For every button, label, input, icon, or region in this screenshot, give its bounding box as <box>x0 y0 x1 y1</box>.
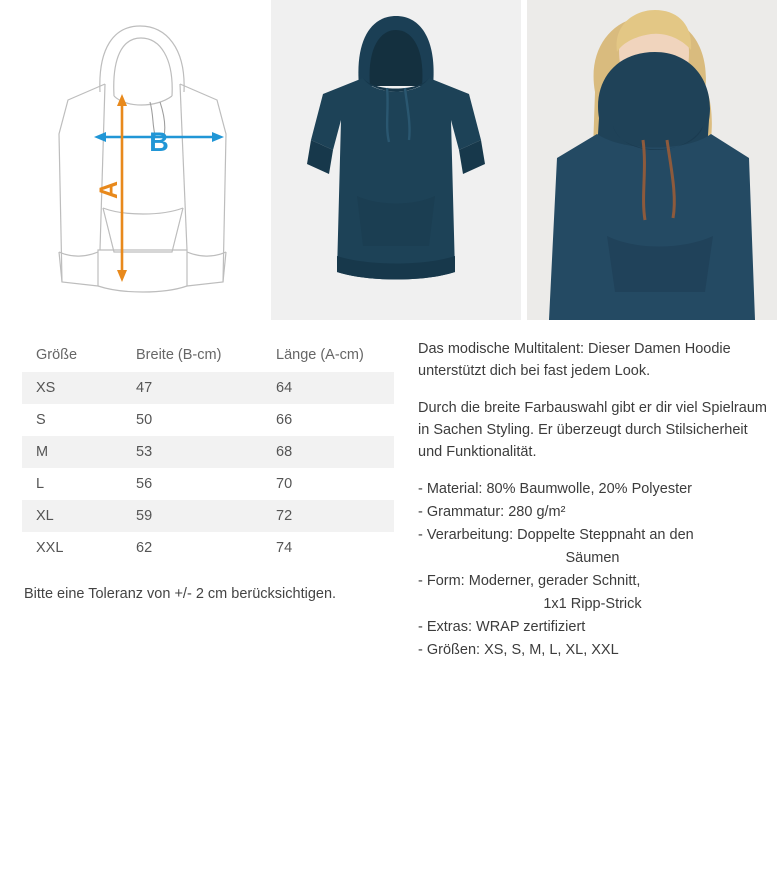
cell-width: 62 <box>136 540 153 556</box>
description-paragraph-2: Durch die breite Farbauswahl gibt er dir viel Spielraum in Sachen Styling. Er überzeugt durch Stilsicherheit und Funktionalität. <box>418 400 767 461</box>
spec-item-extras: - Extras: WRAP zertifiziert <box>418 619 586 636</box>
size-chart-column <box>0 338 400 662</box>
technical-drawing-image <box>0 0 265 320</box>
table-row <box>22 468 394 500</box>
cell-length: 72 <box>276 508 293 524</box>
svg-text:A: A <box>94 180 123 200</box>
header-length: Länge (A-cm) <box>262 338 394 372</box>
cell-width: 50 <box>136 412 153 428</box>
cell-length: 66 <box>276 412 293 428</box>
header-width: Breite (B-cm) <box>122 338 262 372</box>
cell-size: S <box>36 412 46 428</box>
cell-length: 70 <box>276 476 293 492</box>
cell-width: 53 <box>136 444 153 460</box>
product-model-image <box>527 0 777 320</box>
table-header-row <box>22 338 394 372</box>
product-image-strip <box>0 0 777 320</box>
spec-item-form: - Form: Moderner, gerader Schnitt, <box>418 573 641 590</box>
description-paragraph-1: Das modische Multitalent: Dieser Damen Hoodie unterstützt dich bei fast jedem Look. <box>418 341 731 380</box>
hoodie-sketch-svg <box>4 4 262 316</box>
table-row <box>22 372 394 404</box>
table-row <box>22 436 394 468</box>
cell-size: XL <box>36 508 54 524</box>
cell-length: 74 <box>276 540 293 556</box>
size-chart-body <box>22 372 394 564</box>
cell-size: XXL <box>36 540 64 556</box>
size-chart-head <box>22 338 394 372</box>
cell-width: 47 <box>136 380 153 396</box>
spec-item-processing-cont: Säumen <box>565 550 620 567</box>
header-size: Größe <box>22 338 122 372</box>
model-svg <box>527 0 777 320</box>
cell-size: XS <box>36 380 56 396</box>
hoodie-flat-svg <box>271 0 521 320</box>
spec-item-processing: - Verarbeitung: Doppelte Steppnaht an den <box>418 527 694 544</box>
product-info-section <box>0 320 777 662</box>
spec-item-form-cont: 1x1 Ripp-Strick <box>543 596 642 613</box>
table-row <box>22 500 394 532</box>
spec-item-material: - Material: 80% Baumwolle, 20% Polyester <box>418 481 693 498</box>
spec-item-weight: - Grammatur: 280 g/m² <box>418 504 566 521</box>
product-flat-image <box>271 0 521 320</box>
description-column <box>400 338 777 662</box>
cell-size: L <box>36 476 45 492</box>
table-row <box>22 404 394 436</box>
length-measure-arrow <box>95 94 127 282</box>
table-row <box>22 532 394 564</box>
width-measure-arrow <box>94 127 224 157</box>
spec-item-sizes: - Größen: XS, S, M, L, XL, XXL <box>418 642 619 659</box>
cell-width: 59 <box>136 508 153 524</box>
cell-length: 64 <box>276 380 293 396</box>
size-chart-table <box>22 338 394 564</box>
tolerance-note: Bitte eine Toleranz von +/- 2 cm berücksichtigen. <box>24 586 337 602</box>
cell-width: 56 <box>136 476 153 492</box>
cell-size: M <box>36 444 49 460</box>
svg-text:B: B <box>148 127 169 157</box>
spec-list <box>418 478 767 661</box>
cell-length: 68 <box>276 444 293 460</box>
